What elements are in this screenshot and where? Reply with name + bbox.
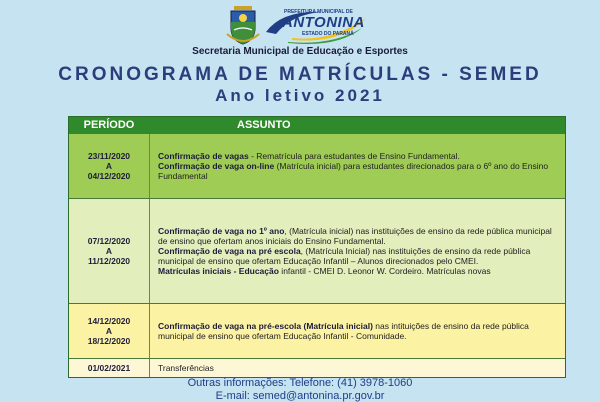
subject-cell xyxy=(150,134,565,198)
prefeitura-label: PREFEITURA MUNICIPAL DE xyxy=(284,9,353,15)
table-row xyxy=(69,303,565,358)
period-start: 07/12/2020 xyxy=(87,236,131,246)
subject-line: Transferências xyxy=(158,363,214,373)
state-label: ESTADO DO PARANÁ xyxy=(302,31,354,37)
subject-cell xyxy=(150,304,565,358)
subject-line: Confirmação de vagas - Rematrícula para estudantes de Ensino Fundamental. xyxy=(158,151,460,161)
schedule-table xyxy=(68,116,566,378)
period-cell xyxy=(69,304,150,358)
subject-line: Matrículas iniciais - Educação infantil - CMEI D. Leonor W. Cordeiro. Matrículas novas xyxy=(158,266,491,276)
coat-of-arms-icon xyxy=(226,4,260,46)
period-start: 23/11/2020 xyxy=(87,151,131,161)
contact-phone: Outras informações: Telefone: (41) 3978-1060 xyxy=(187,377,413,389)
period-end: 11/12/2020 xyxy=(87,256,131,266)
subject-line: Confirmação de vaga no 1º ano, (Matrícula inicial) nas instituições de ensino da rede pública municipal de ensino que ofertam anos iniciais do Ensino Fundamental. xyxy=(158,226,552,246)
secretaria-label: Secretaria Municipal de Educação e Esportes xyxy=(192,46,408,57)
table-row xyxy=(69,198,565,303)
logo-area xyxy=(0,4,600,48)
table-row xyxy=(69,358,565,377)
period-sep: A xyxy=(105,246,113,256)
header-periodo: PERÍODO xyxy=(83,119,135,131)
period-cell xyxy=(69,199,150,303)
page-subtitle: Ano letivo 2021 xyxy=(215,86,385,105)
period-sep: A xyxy=(105,326,113,336)
period-end: 04/12/2020 xyxy=(87,171,131,181)
subject-cell xyxy=(150,359,565,377)
period-start: 14/12/2020 xyxy=(87,316,131,326)
prefeitura-logo xyxy=(262,8,372,44)
subject-line: Confirmação de vaga na pré escola, (Matrícula Inicial) nas instituições de ensino da rede pública municipal de ensino que ofertam Educação Infantil – Alunos direcionados pelo CMEI. xyxy=(158,246,531,266)
city-name: ANTONINA xyxy=(282,14,365,31)
page-title: CRONOGRAMA DE MATRÍCULAS - SEMED xyxy=(58,64,542,85)
period-cell xyxy=(69,359,150,377)
subject-line: Confirmação de vaga on-line (Matrícula inicial) para estudantes direcionados para o 6º ano do Ensino Fundamental xyxy=(158,161,549,181)
table-header xyxy=(69,117,565,133)
period-start: 01/02/2021 xyxy=(87,363,131,373)
subject-cell xyxy=(150,199,565,303)
header-assunto: ASSUNTO xyxy=(237,119,291,131)
period-cell xyxy=(69,134,150,198)
period-end: 18/12/2020 xyxy=(87,336,131,346)
subject-line: Confirmação de vaga na pré-escola (Matrícula inicial) nas intituições de ensino da rede pública municipal de ensino que ofertam Educação Infantil - Comunidade. xyxy=(158,321,529,341)
contact-email: E-mail: semed@antonina.pr.gov.br xyxy=(215,390,385,402)
period-sep: A xyxy=(105,161,113,171)
table-row xyxy=(69,133,565,198)
